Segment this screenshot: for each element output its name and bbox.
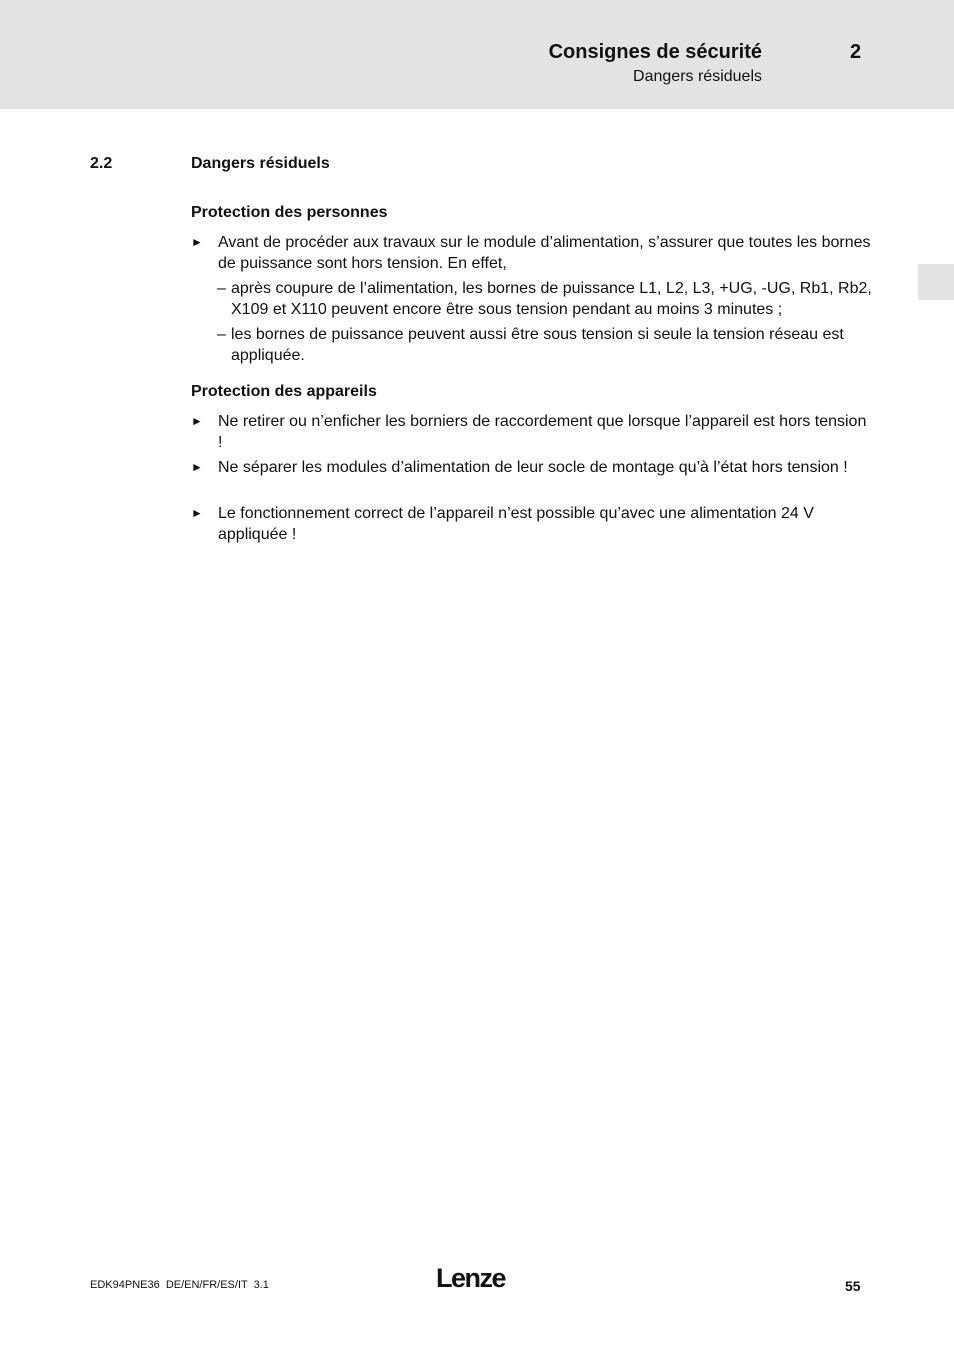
list-item <box>191 411 871 453</box>
lenze-logo: Lenze <box>436 1263 506 1293</box>
section-number: 2.2 <box>90 155 113 172</box>
page-number: 55 <box>845 1278 861 1294</box>
list-item-text: Le fonctionnement correct de l’appareil n’est possible qu’avec une alimentation 24 V appliquée ! <box>218 505 814 543</box>
persons-heading: Protection des personnes <box>191 204 388 221</box>
page-header <box>0 0 954 109</box>
list-item <box>191 232 871 274</box>
list-item-text: Avant de procéder aux travaux sur le module d’alimentation, s’assurer que toutes les bornes de puissance sont hors tension. En effet, <box>218 234 871 272</box>
section-subtitle: Dangers résiduels <box>633 68 762 85</box>
sub-list-item <box>217 324 877 366</box>
bullet-arrow-icon: ► <box>191 506 203 520</box>
devices-heading: Protection des appareils <box>191 383 377 400</box>
sub-list-item <box>217 278 877 320</box>
list-item-text: Ne retirer ou n’enficher les borniers de raccordement que lorsque l’appareil est hors tension ! <box>218 413 867 451</box>
bullet-arrow-icon: ► <box>191 460 203 474</box>
sub-list-item-text: les bornes de puissance peuvent aussi être sous tension si seule la tension réseau est appliquée. <box>231 326 844 364</box>
bullet-arrow-icon: ► <box>191 414 203 428</box>
list-item-text: Ne séparer les modules d’alimentation de leur socle de montage qu’à l’état hors tension ! <box>218 459 848 476</box>
chapter-number: 2 <box>850 41 862 63</box>
section-title: Dangers résiduels <box>191 155 330 172</box>
dash-marker: – <box>217 280 226 297</box>
list-item <box>191 457 871 478</box>
bullet-arrow-icon: ► <box>191 235 203 249</box>
chapter-tab-marker <box>918 264 954 300</box>
sub-list-item-text: après coupure de l’alimentation, les bornes de puissance L1, L2, L3, +UG, -UG, Rb1, Rb2, X109 et X110 peuvent encore être sous tension pendant au moins 3 minutes ; <box>231 280 872 318</box>
document-id: EDK94PNE36 DE/EN/FR/ES/IT 3.1 <box>90 1279 269 1291</box>
list-item <box>191 503 871 545</box>
dash-marker: – <box>217 326 226 343</box>
chapter-title: Consignes de sécurité <box>548 41 762 63</box>
